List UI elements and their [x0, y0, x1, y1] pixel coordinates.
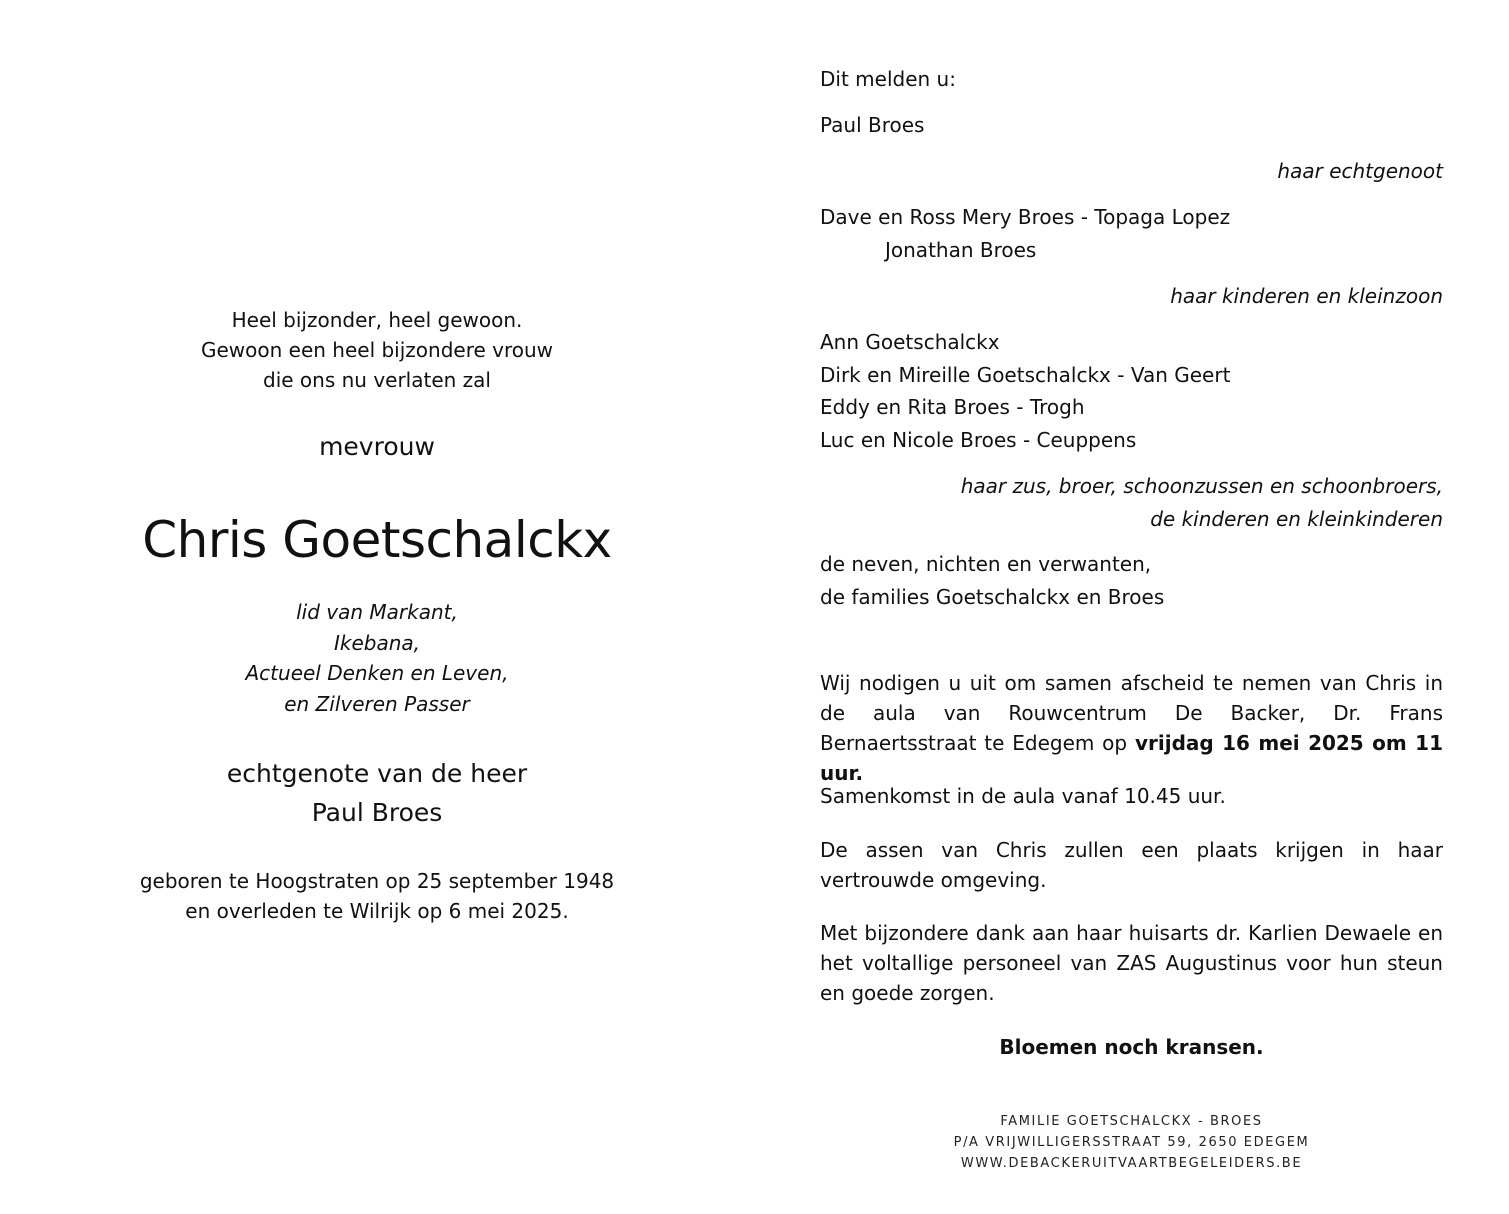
spouse-block — [40, 754, 714, 832]
footer-website: WWW.DEBACKERUITVAARTBEGELEIDERS.BE — [960, 1156, 1303, 1171]
poem-line: Heel bijzonder, heel gewoon. — [231, 308, 523, 332]
membership-line: lid van Markant, — [296, 600, 458, 624]
children-list — [820, 201, 1443, 266]
siblings-role — [820, 470, 1443, 535]
membership-line: Actueel Denken en Leven, — [245, 661, 509, 685]
sibling-line: Ann Goetschalckx — [820, 330, 1000, 354]
sibling-line: Luc en Nicole Broes - Ceuppens — [820, 427, 1137, 452]
thanks-paragraph: Met bijzondere dank aan haar huisarts dr. Karlien Dewaele en het voltallige personeel van ZAS Augustinus voor hun steun en goede zorgen. — [820, 921, 1443, 1005]
husband-role: haar echtgenoot — [1277, 159, 1443, 183]
relatives-line: de neven, nichten en verwanten, — [820, 552, 1152, 576]
intro-line: Dit melden u: — [820, 67, 956, 91]
invitation-paragraph — [820, 668, 1443, 788]
children-role: haar kinderen en kleinzoon — [1170, 284, 1443, 308]
death-line: en overleden te Wilrijk op 6 mei 2025. — [185, 899, 569, 923]
gathering-paragraph: Samenkomst in de aula vanaf 10.45 uur. — [820, 784, 1226, 808]
poem-line: die ons nu verlaten zal — [263, 368, 491, 392]
poem-line: Gewoon een heel bijzondere vrouw — [200, 338, 554, 362]
life-dates — [40, 866, 714, 926]
spouse-line: echtgenote van de heer — [226, 759, 528, 788]
membership-line: Ikebana, — [333, 630, 421, 655]
ashes-paragraph: De assen van Chris zullen een plaats krijgen in haar vertrouwde omgeving. — [820, 838, 1443, 892]
sibling-line: Dirk en Mireille Goetschalckx - Van Geert — [820, 362, 1231, 387]
opening-poem — [40, 305, 714, 395]
husband-name: Paul Broes — [820, 113, 925, 137]
relatives-list — [820, 548, 1443, 613]
honorific: mevrouw — [319, 432, 435, 461]
siblings-role-line: haar zus, broer, schoonzussen en schoonbroers, — [960, 474, 1443, 498]
spouse-name: Paul Broes — [311, 798, 443, 827]
sibling-line: Eddy en Rita Broes - Trogh — [820, 395, 1085, 419]
closing-note: Bloemen noch kransen. — [999, 1035, 1264, 1059]
grandchild-line: Jonathan Broes — [885, 237, 1037, 262]
siblings-list — [820, 326, 1443, 456]
child-line: Dave en Ross Mery Broes - Topaga Lopez — [820, 205, 1231, 229]
siblings-role-line: de kinderen en kleinkinderen — [1150, 506, 1443, 531]
invitation-text: Wij nodigen u uit om samen afscheid te nemen van Chris in de aula van Rouwcentrum De Backer, Dr. Frans Bernaertsstraat te Edegem op — [820, 671, 1443, 755]
ceremony-date: vrijdag 16 mei 2025 om 11 uur. — [820, 731, 1443, 785]
footer-address — [820, 1111, 1443, 1174]
right-panel — [820, 0, 1443, 1214]
membership-line: en Zilveren Passer — [284, 691, 470, 716]
left-panel — [40, 0, 714, 1214]
footer-address-line: P/A VRIJWILLIGERSSTRAAT 59, 2650 EDEGEM — [953, 1135, 1310, 1150]
relatives-line: de families Goetschalckx en Broes — [820, 584, 1165, 609]
memberships — [40, 597, 714, 719]
footer-family: FAMILIE GOETSCHALCKX - BROES — [1000, 1114, 1263, 1129]
birth-line: geboren te Hoogstraten op 25 september 1948 — [139, 869, 615, 893]
deceased-name: Chris Goetschalckx — [142, 511, 612, 569]
